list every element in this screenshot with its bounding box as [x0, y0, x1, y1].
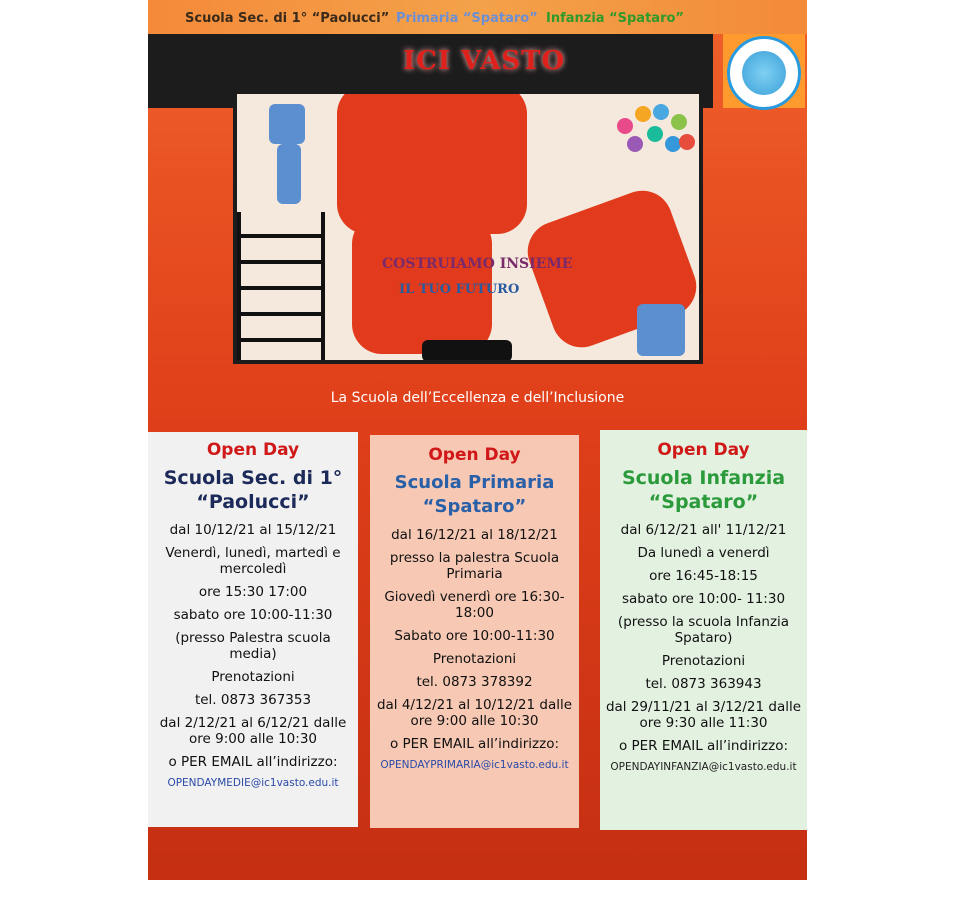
phone-line: tel. 0873 378392: [416, 674, 533, 690]
pedestal: [422, 340, 512, 362]
info-line: presso la palestra Scuola Primaria: [389, 550, 560, 582]
school-infanzia-label: Infanzia “Spataro”: [546, 11, 684, 26]
puzzle-piece-icon: [337, 90, 527, 234]
info-line: Giovedì venerdì ore 16:30-18:00: [384, 589, 565, 621]
school-primaria-label: Primaria “Spataro”: [396, 11, 538, 26]
school-paolucci-label: Scuola Sec. di 1° “Paolucci”: [185, 11, 390, 26]
info-line: (presso la scuola Infanzia Spataro): [617, 614, 790, 646]
info-line: dal 16/12/21 al 18/12/21: [391, 527, 558, 543]
school-name-line: Scuola Infanzia: [621, 467, 786, 489]
open-day-card-infanzia: [600, 430, 807, 830]
tagline: La Scuola dell’Eccellenza e dell’Inclusione: [330, 390, 625, 406]
info-line: dal 29/11/21 al 3/12/21 dalle ore 9:30 alle 11:30: [605, 699, 802, 731]
open-day-card-primaria: [370, 435, 579, 828]
phone-line: tel. 0873 367353: [194, 692, 312, 708]
info-line: Sabato ore 10:00-11:30: [394, 628, 555, 644]
robot-icon: [637, 304, 685, 356]
info-line: Prenotazioni: [211, 669, 295, 685]
info-line: ore 15:30 17:00: [198, 584, 308, 600]
info-line: sabato ore 10:00- 11:30: [621, 591, 786, 607]
email-link[interactable]: OPENDAYPRIMARIA@ic1vasto.edu.it: [380, 759, 569, 771]
school-name: [152, 466, 354, 514]
info-line: dal 4/12/21 al 10/12/21 dalle ore 9:00 alle 10:30: [376, 697, 573, 729]
ladder-icon: [237, 212, 325, 364]
school-logo: [723, 34, 805, 108]
open-day-card-paolucci: [148, 432, 358, 827]
info-line: o PER EMAIL all’indirizzo:: [618, 738, 789, 754]
school-name-line: “Spataro”: [648, 491, 759, 513]
school-name-line: “Paolucci”: [196, 491, 310, 513]
email-link[interactable]: OPENDAYMEDIE@ic1vasto.edu.it: [167, 777, 339, 789]
school-name-line: Scuola Sec. di 1°: [163, 467, 343, 489]
page-title: ICI VASTO: [403, 46, 566, 76]
info-line: dal 10/12/21 al 15/12/21: [169, 522, 337, 538]
school-list-bar: [148, 0, 807, 34]
school-name-line: Scuola Primaria: [394, 472, 555, 493]
school-name-line: “Spataro”: [422, 496, 527, 517]
info-line: Prenotazioni: [432, 651, 517, 667]
info-line: o PER EMAIL all’indirizzo:: [389, 736, 560, 752]
info-line: Prenotazioni: [661, 653, 746, 669]
open-day-heading: Open Day: [206, 440, 300, 460]
robot-icon: [269, 104, 305, 144]
info-line: Venerdì, lunedì, martedì e mercoledì: [165, 545, 341, 577]
info-line: (presso Palestra scuola media): [175, 630, 331, 662]
info-line: sabato ore 10:00-11:30: [173, 607, 333, 623]
phone-line: tel. 0873 363943: [645, 676, 762, 692]
open-day-heading: Open Day: [657, 440, 750, 460]
puzzle-illustration: [233, 90, 703, 364]
slogan-line-1: COSTRUIAMO INSIEME: [382, 256, 573, 272]
email-link[interactable]: OPENDAYINFANZIA@ic1vasto.edu.it: [610, 761, 797, 773]
robot-body-icon: [277, 144, 301, 204]
slogan-line-2: IL TUO FUTURO: [399, 282, 520, 297]
info-line: dal 6/12/21 all' 11/12/21: [620, 522, 787, 538]
school-name: [604, 466, 803, 514]
info-line: ore 16:45-18:15: [649, 568, 758, 584]
info-line: Da lunedì a venerdì: [637, 545, 770, 561]
open-day-heading: Open Day: [428, 445, 521, 465]
flyer: [148, 0, 807, 880]
school-name: [374, 471, 575, 519]
info-line: o PER EMAIL all’indirizzo:: [168, 754, 338, 770]
app-icons-cluster: [617, 104, 695, 162]
info-line: dal 2/12/21 al 6/12/21 dalle ore 9:00 alle 10:30: [159, 715, 347, 747]
